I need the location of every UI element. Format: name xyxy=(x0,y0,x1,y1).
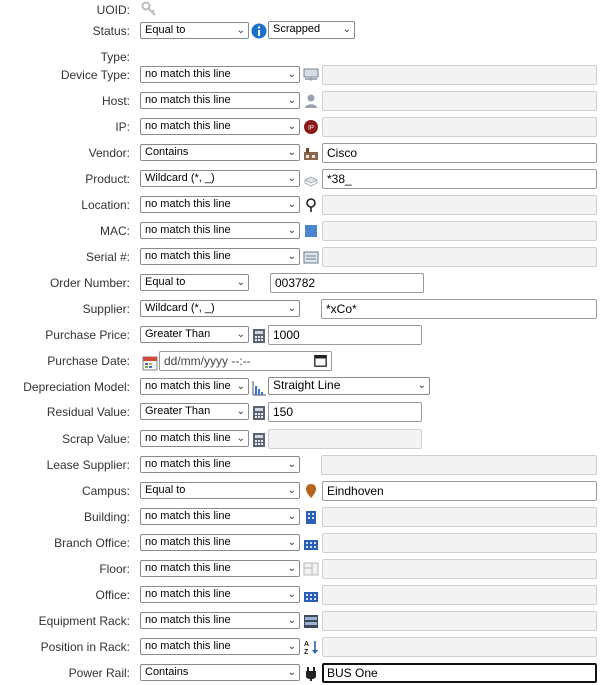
position-in-rack-operator-select[interactable] xyxy=(140,638,300,655)
chevron-down-icon: ⌄ xyxy=(287,537,296,548)
row-residual-value xyxy=(0,402,612,424)
row-depreciation-model xyxy=(0,377,612,399)
scrap-value-operator-select[interactable] xyxy=(140,430,249,447)
device-type-label: Device Type: xyxy=(60,68,130,82)
chevron-down-icon: ⌄ xyxy=(287,485,296,496)
product-input[interactable] xyxy=(322,169,597,189)
order-number-operator-value: Equal to xyxy=(145,276,186,288)
type-label: Type: xyxy=(100,50,130,64)
floor-operator-select[interactable] xyxy=(140,560,300,577)
purchase-price-input[interactable] xyxy=(268,325,422,345)
supplier-label: Supplier: xyxy=(82,302,130,316)
user-icon xyxy=(303,93,319,109)
info-icon[interactable] xyxy=(251,23,267,39)
host-operator-value: no match this line xyxy=(145,94,231,106)
scrap-value-label: Scrap Value: xyxy=(62,432,130,446)
row-device-type xyxy=(0,65,612,87)
row-order-number xyxy=(0,273,612,295)
chevron-down-icon: ⌄ xyxy=(287,303,296,314)
depreciation-model-label: Depreciation Model: xyxy=(23,380,130,394)
mac-operator-select[interactable] xyxy=(140,222,300,239)
status-value: Scrapped xyxy=(273,23,321,35)
row-mac xyxy=(0,221,612,243)
host-input[interactable] xyxy=(322,91,597,111)
chevron-down-icon: ⌄ xyxy=(236,329,245,340)
rack-icon xyxy=(303,613,319,629)
row-building xyxy=(0,507,612,529)
lease-supplier-label: Lease Supplier: xyxy=(46,458,130,472)
vendor-operator-select[interactable] xyxy=(140,144,300,161)
supplier-operator-select[interactable] xyxy=(140,300,300,317)
row-scrap-value xyxy=(0,429,612,451)
chevron-down-icon: ⌄ xyxy=(287,173,296,184)
equipment-rack-operator-select[interactable] xyxy=(140,612,300,629)
chevron-down-icon: ⌄ xyxy=(236,406,245,417)
supplier-input[interactable] xyxy=(321,299,597,319)
product-operator-value: Wildcard (*, _) xyxy=(145,172,215,184)
chevron-down-icon: ⌄ xyxy=(287,641,296,652)
row-branch-office xyxy=(0,533,612,555)
power-rail-input[interactable] xyxy=(322,663,597,683)
office-label: Office: xyxy=(95,588,130,602)
position-in-rack-input[interactable] xyxy=(322,637,597,657)
chevron-down-icon: ⌄ xyxy=(236,25,245,36)
office-icon xyxy=(303,587,319,603)
serial-icon xyxy=(303,249,319,265)
position-in-rack-label: Position in Rack: xyxy=(40,640,130,654)
floor-plan-icon xyxy=(303,561,319,577)
campus-input[interactable] xyxy=(322,481,597,501)
calculator-icon xyxy=(251,328,267,344)
power-rail-operator-value: Contains xyxy=(145,666,189,678)
product-value: *38_ xyxy=(327,172,352,186)
row-uoid xyxy=(0,0,612,22)
building-label: Building: xyxy=(83,510,130,524)
location-operator-value: no match this line xyxy=(145,198,231,210)
row-serial xyxy=(0,247,612,269)
ip-pin-icon xyxy=(303,119,319,135)
chevron-down-icon: ⌄ xyxy=(287,511,296,522)
location-label: Location: xyxy=(81,198,130,212)
depreciation-model-select[interactable] xyxy=(268,377,430,395)
depreciation-model-operator-select[interactable] xyxy=(140,378,249,395)
chevron-down-icon: ⌄ xyxy=(287,95,296,106)
row-vendor xyxy=(0,143,612,165)
power-rail-value: BUS One xyxy=(327,666,378,680)
residual-value-label: Residual Value: xyxy=(46,405,130,419)
svg-text:Z: Z xyxy=(304,649,309,655)
purchase-price-operator-select[interactable] xyxy=(140,326,249,343)
uoid-label: UOID: xyxy=(96,3,130,17)
chevron-down-icon: ⌄ xyxy=(287,147,296,158)
depreciation-chart-icon xyxy=(251,380,267,396)
serial-operator-value: no match this line xyxy=(145,250,231,262)
chevron-down-icon: ⌄ xyxy=(287,121,296,132)
product-icon xyxy=(303,171,319,187)
chevron-down-icon: ⌄ xyxy=(236,381,245,392)
chevron-down-icon: ⌄ xyxy=(287,69,296,80)
ip-label: IP: xyxy=(115,120,130,134)
lease-supplier-input[interactable] xyxy=(321,455,597,475)
status-operator-select[interactable] xyxy=(140,22,249,39)
row-purchase-date xyxy=(0,351,612,373)
vendor-input[interactable] xyxy=(322,143,597,163)
mac-input[interactable] xyxy=(322,221,597,241)
floor-operator-value: no match this line xyxy=(145,562,231,574)
equipment-rack-label: Equipment Rack: xyxy=(38,614,130,628)
row-office xyxy=(0,585,612,607)
svg-text:A: A xyxy=(304,641,310,648)
device-type-input[interactable] xyxy=(322,65,597,85)
calculator-icon xyxy=(251,432,267,448)
scrap-value-operator-value: no match this line xyxy=(145,432,231,444)
purchase-date-placeholder: dd/mm/yyyy --:-- xyxy=(164,354,251,368)
serial-operator-select[interactable] xyxy=(140,248,300,265)
location-pin-icon xyxy=(303,197,319,213)
row-status xyxy=(0,21,612,43)
purchase-price-label: Purchase Price: xyxy=(45,328,130,342)
mac-operator-value: no match this line xyxy=(145,224,231,236)
lease-supplier-operator-value: no match this line xyxy=(145,458,231,470)
serial-input[interactable] xyxy=(322,247,597,267)
office-operator-select[interactable] xyxy=(140,586,300,603)
chevron-down-icon: ⌄ xyxy=(287,199,296,210)
depreciation-model-value: Straight Line xyxy=(273,378,341,392)
host-label: Host: xyxy=(101,94,130,108)
office-operator-value: no match this line xyxy=(145,588,231,600)
position-in-rack-operator-value: no match this line xyxy=(145,640,231,652)
ip-input[interactable] xyxy=(322,117,597,137)
row-ip xyxy=(0,117,612,139)
factory-icon xyxy=(303,145,319,161)
campus-operator-select[interactable] xyxy=(140,482,300,499)
residual-value-operator-value: Greater Than xyxy=(145,405,211,417)
purchase-price-value: 1000 xyxy=(273,328,300,342)
scrap-value-input[interactable] xyxy=(268,429,422,449)
monitor-icon xyxy=(303,67,319,83)
campus-label: Campus: xyxy=(81,484,130,498)
building-input[interactable] xyxy=(322,507,597,527)
purchase-price-operator-value: Greater Than xyxy=(145,328,211,340)
row-campus xyxy=(0,481,612,503)
date-picker-icon[interactable] xyxy=(314,354,327,367)
sort-az-icon xyxy=(303,639,319,655)
chevron-down-icon: ⌄ xyxy=(287,225,296,236)
depreciation-model-operator-value: no match this line xyxy=(145,380,231,392)
chevron-down-icon: ⌄ xyxy=(287,563,296,574)
mac-label: MAC: xyxy=(100,224,130,238)
row-lease-supplier xyxy=(0,455,612,477)
ip-operator-value: no match this line xyxy=(145,120,231,132)
purchase-date-label: Purchase Date: xyxy=(47,354,130,368)
office-input[interactable] xyxy=(322,585,597,605)
row-product xyxy=(0,169,612,191)
product-operator-select[interactable] xyxy=(140,170,300,187)
row-purchase-price xyxy=(0,325,612,347)
campus-operator-value: Equal to xyxy=(145,484,186,496)
residual-value-input[interactable] xyxy=(268,402,422,422)
campus-pin-icon xyxy=(303,483,319,499)
residual-value-operator-select[interactable] xyxy=(140,403,249,420)
row-power-rail xyxy=(0,663,612,685)
row-position-in-rack xyxy=(0,637,612,659)
calculator-icon xyxy=(251,405,267,421)
purchase-date-input[interactable] xyxy=(159,351,332,371)
product-label: Product: xyxy=(85,172,130,186)
power-plug-icon xyxy=(303,666,319,682)
device-type-operator-select[interactable] xyxy=(140,66,300,83)
chevron-down-icon: ⌄ xyxy=(287,459,296,470)
lease-supplier-operator-select[interactable] xyxy=(140,456,300,473)
branch-office-label: Branch Office: xyxy=(54,536,130,550)
equipment-rack-operator-value: no match this line xyxy=(145,614,231,626)
status-label: Status: xyxy=(92,24,130,38)
row-floor xyxy=(0,559,612,581)
building-operator-select[interactable] xyxy=(140,508,300,525)
svg-text:IP: IP xyxy=(308,125,314,132)
order-number-input[interactable] xyxy=(270,273,424,293)
building-operator-value: no match this line xyxy=(145,510,231,522)
serial-label: Serial #: xyxy=(85,250,130,264)
supplier-value: *xCo* xyxy=(326,302,357,316)
power-rail-operator-select[interactable] xyxy=(140,664,300,681)
branch-office-input[interactable] xyxy=(322,533,597,553)
host-operator-select[interactable] xyxy=(140,92,300,109)
chevron-down-icon: ⌄ xyxy=(236,277,245,288)
network-card-icon xyxy=(303,223,319,239)
row-host xyxy=(0,91,612,113)
supplier-operator-value: Wildcard (*, _) xyxy=(145,302,215,314)
chevron-down-icon: ⌄ xyxy=(342,24,351,35)
device-type-operator-value: no match this line xyxy=(145,68,231,80)
chevron-down-icon: ⌄ xyxy=(287,251,296,262)
campus-value: Eindhoven xyxy=(327,484,384,498)
branch-office-icon xyxy=(303,535,319,551)
chevron-down-icon: ⌄ xyxy=(287,667,296,678)
row-supplier xyxy=(0,299,612,321)
floor-input[interactable] xyxy=(322,559,597,579)
branch-office-operator-select[interactable] xyxy=(140,534,300,551)
status-operator-value: Equal to xyxy=(145,24,186,36)
chevron-down-icon: ⌄ xyxy=(287,615,296,626)
status-value-select[interactable] xyxy=(268,21,355,39)
branch-office-operator-value: no match this line xyxy=(145,536,231,548)
key-icon xyxy=(141,1,157,17)
vendor-operator-value: Contains xyxy=(145,146,189,158)
chevron-down-icon: ⌄ xyxy=(287,589,296,600)
calendar-icon xyxy=(142,355,158,371)
equipment-rack-input[interactable] xyxy=(322,611,597,631)
order-number-value: 003782 xyxy=(275,276,316,290)
chevron-down-icon: ⌄ xyxy=(417,380,426,391)
location-operator-select[interactable] xyxy=(140,196,300,213)
order-number-label: Order Number: xyxy=(49,276,130,290)
building-icon xyxy=(303,509,319,525)
row-location xyxy=(0,195,612,217)
row-equipment-rack xyxy=(0,611,612,633)
location-input[interactable] xyxy=(322,195,597,215)
floor-label: Floor: xyxy=(99,562,130,576)
power-rail-label: Power Rail: xyxy=(68,666,130,680)
chevron-down-icon: ⌄ xyxy=(236,433,245,444)
order-number-operator-select[interactable] xyxy=(140,274,249,291)
residual-value-value: 150 xyxy=(273,405,294,419)
vendor-label: Vendor: xyxy=(88,146,130,160)
ip-operator-select[interactable] xyxy=(140,118,300,135)
vendor-value: Cisco xyxy=(327,146,358,160)
